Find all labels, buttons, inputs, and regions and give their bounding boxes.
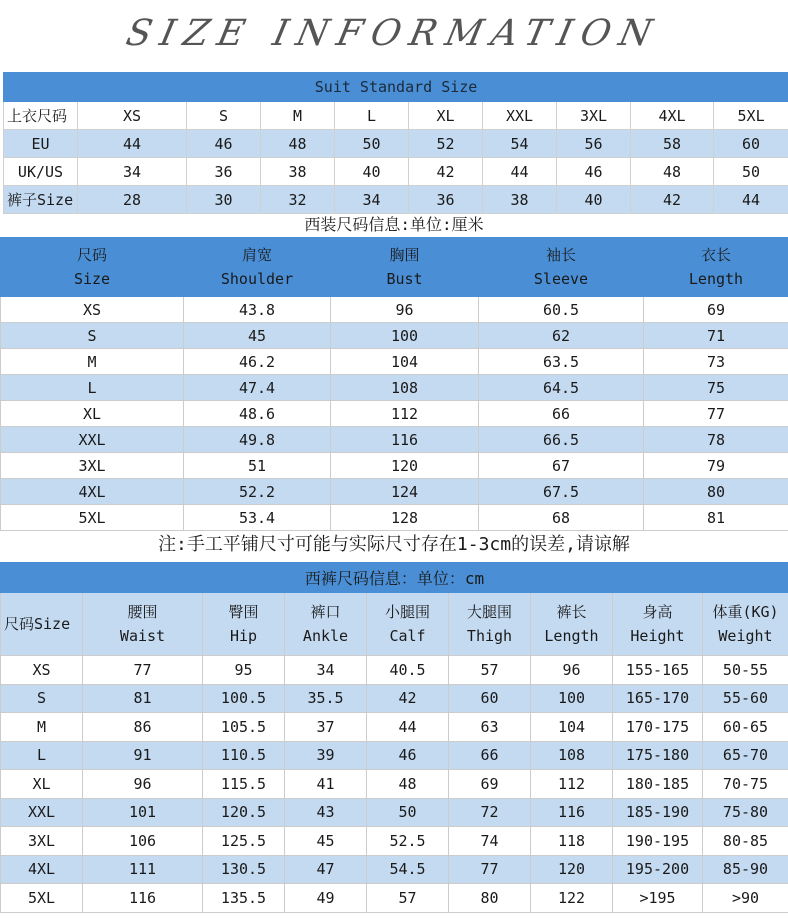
header-cn: 小腿围 [384,603,430,621]
table-cell: 112 [531,770,613,799]
table-cell: 54 [483,130,557,158]
table-cell: 40 [335,158,409,186]
table-cell: 81 [644,505,788,531]
table-cell: 49.8 [184,427,331,453]
table-row [1,798,788,827]
column-header [83,593,203,656]
table-cell: 3XL [1,453,184,479]
table-header-row [1,563,788,593]
column-header [184,238,331,297]
jacket-table-caption: 西装尺码信息:单位:厘米 [304,215,484,234]
table-row [4,130,788,158]
table-cell: 135.5 [203,884,285,913]
column-header [285,593,367,656]
table-cell: 56 [557,130,631,158]
table-cell: 120 [531,855,613,884]
table-cell: 72 [449,798,531,827]
table-row [1,297,788,323]
header-en: Thigh [466,627,513,645]
table-row [1,453,788,479]
table-cell: 30 [187,186,261,214]
header-cn: 衣长 [700,246,731,264]
table-cell: 5XL [1,884,83,913]
table-cell: XL [1,770,83,799]
table-cell: XS [1,656,83,685]
table-cell: XXL [1,798,83,827]
table-cell: 78 [644,427,788,453]
table-cell: 116 [83,884,203,913]
column-header [613,593,703,656]
row-label: UK/US [4,158,78,186]
table-cell: 185-190 [613,798,703,827]
table-cell: 45 [184,323,331,349]
table-row [1,770,788,799]
table-cell: 47 [285,855,367,884]
table-cell: 180-185 [613,770,703,799]
table-cell: 175-180 [613,741,703,770]
table-cell: 79 [644,453,788,479]
table-cell: 4XL [1,479,184,505]
table-cell: 34 [78,158,187,186]
table-row [1,713,788,742]
table-cell: 69 [449,770,531,799]
table-cell: 100.5 [203,684,285,713]
table-cell: 128 [331,505,479,531]
column-header [367,593,449,656]
table-cell: S [1,323,184,349]
header-en: Calf [389,627,426,645]
header-en: Bust [386,270,423,288]
table-cell: 34 [285,656,367,685]
table-cell: M [1,713,83,742]
table-cell: 73 [644,349,788,375]
table-cell: 43.8 [184,297,331,323]
table-cell: 85-90 [703,855,788,884]
column-header [1,238,184,297]
table-cell: 108 [331,375,479,401]
table-cell: 155-165 [613,656,703,685]
table-row [1,855,788,884]
table-cell: 106 [83,827,203,856]
table-row [1,375,788,401]
table-cell: >195 [613,884,703,913]
table-row [1,741,788,770]
table-cell: 80 [644,479,788,505]
table-cell: L [335,102,409,130]
row-label: EU [4,130,78,158]
table-row [1,349,788,375]
table-cell: 46 [187,130,261,158]
table-cell: 91 [83,741,203,770]
table-row [1,427,788,453]
table-cell: 52 [409,130,483,158]
table-cell: 34 [335,186,409,214]
table-cell: 74 [449,827,531,856]
table-cell: 44 [714,186,788,214]
table-row [1,323,788,349]
header-cn: 胸围 [389,246,420,264]
table-cell: 67 [479,453,644,479]
table-cell: XXL [483,102,557,130]
table-cell: S [187,102,261,130]
pants-size-table [0,562,788,913]
table-cell: 44 [483,158,557,186]
table-cell: 48 [367,770,449,799]
column-header [644,238,788,297]
table-cell: 50 [335,130,409,158]
table-cell: 100 [331,323,479,349]
table-cell: 3XL [1,827,83,856]
table-cell: 50 [367,798,449,827]
table-row [1,401,788,427]
table-cell: 3XL [557,102,631,130]
table-cell: 118 [531,827,613,856]
table-cell: 115.5 [203,770,285,799]
pants-table-title: 西裤尺码信息：单位：cm [1,563,788,593]
table-cell: 48.6 [184,401,331,427]
size-header: 尺码Size [1,593,83,656]
suit-table-title: Suit Standard Size [4,73,788,102]
table-cell: 49 [285,884,367,913]
table-cell: 110.5 [203,741,285,770]
table-cell: 101 [83,798,203,827]
table-cell: 52.2 [184,479,331,505]
table-cell: 67.5 [479,479,644,505]
table-cell: 39 [285,741,367,770]
table-cell: XS [78,102,187,130]
table-cell: >90 [703,884,788,913]
table-cell: 195-200 [613,855,703,884]
header-cn: 腰围 [127,603,158,621]
table-cell: 42 [367,684,449,713]
table-cell: 48 [261,130,335,158]
table-cell: S [1,684,83,713]
table-cell: 4XL [1,855,83,884]
table-cell: 111 [83,855,203,884]
table-cell: 64.5 [479,375,644,401]
table-cell: 62 [479,323,644,349]
table-cell: 60 [714,130,788,158]
table-cell: 46.2 [184,349,331,375]
column-header-row [1,593,788,656]
header-cn: 身高 [642,603,673,621]
table-cell: 38 [261,158,335,186]
header-en: Length [688,270,744,288]
table-cell: 66.5 [479,427,644,453]
table-row [1,884,788,913]
row-label: 裤子Size [4,186,78,214]
table-cell: 46 [557,158,631,186]
table-cell: 50 [714,158,788,186]
jacket-size-table [0,237,788,531]
table-cell: 100 [531,684,613,713]
table-cell: 66 [449,741,531,770]
header-en: Sleeve [533,270,589,288]
table-cell: 77 [644,401,788,427]
table-cell: 43 [285,798,367,827]
table-cell: 81 [83,684,203,713]
table-cell: 63 [449,713,531,742]
row-label: 上衣尺码 [4,102,78,130]
column-header [531,593,613,656]
header-cn: 裤口 [310,603,341,621]
table-row [1,505,788,531]
table-cell: L [1,741,83,770]
table-cell: 96 [83,770,203,799]
table-cell: 40.5 [367,656,449,685]
page-title-banner [0,0,788,66]
table-header-row [4,73,788,102]
table-cell: 70-75 [703,770,788,799]
table-cell: 54.5 [367,855,449,884]
table-cell: 41 [285,770,367,799]
table-cell: 35.5 [285,684,367,713]
table-cell: 120 [331,453,479,479]
table-cell: 120.5 [203,798,285,827]
table-cell: 77 [83,656,203,685]
table-cell: 108 [531,741,613,770]
table-cell: XL [1,401,184,427]
table-cell: 69 [644,297,788,323]
header-cn: 裤长 [556,603,587,621]
table-cell: 95 [203,656,285,685]
header-cn: 肩宽 [241,246,272,264]
table-cell: 45 [285,827,367,856]
table-cell: 96 [331,297,479,323]
table-cell: 46 [367,741,449,770]
table-cell: 112 [331,401,479,427]
header-en: Weight [718,627,773,645]
table-cell: 42 [409,158,483,186]
column-header [331,238,479,297]
table-cell: 63.5 [479,349,644,375]
table-cell: 50-55 [703,656,788,685]
table-row [1,684,788,713]
header-en: Height [630,627,685,645]
header-cn: 臀围 [228,603,259,621]
table-cell: 53.4 [184,505,331,531]
header-en: Size [73,270,111,288]
suit-standard-size-table [3,72,788,214]
column-header [203,593,285,656]
table-cell: 80-85 [703,827,788,856]
table-row [1,479,788,505]
page-title: SIZE INFORMATION [123,12,665,54]
table-row [4,158,788,186]
table-cell: 57 [449,656,531,685]
table-cell: 5XL [714,102,788,130]
header-en: Shoulder [220,270,294,288]
table-cell: 116 [331,427,479,453]
table-cell: 75 [644,375,788,401]
table-cell: 58 [631,130,714,158]
table-cell: 32 [261,186,335,214]
header-en: Hip [229,627,258,645]
table-cell: 52.5 [367,827,449,856]
table-cell: 60 [449,684,531,713]
header-en: Length [544,627,599,645]
table-cell: 40 [557,186,631,214]
column-header [703,593,788,656]
table-header-row [1,238,788,297]
table-cell: 48 [631,158,714,186]
table-cell: 5XL [1,505,184,531]
table-cell: 44 [78,130,187,158]
table-row [1,656,788,685]
table-row [1,827,788,856]
table-cell: L [1,375,184,401]
table-cell: 28 [78,186,187,214]
table-cell: 57 [367,884,449,913]
header-cn: 尺码 [76,246,107,264]
header-cn: 体重(KG) [712,603,779,621]
table-cell: 75-80 [703,798,788,827]
table-cell: 44 [367,713,449,742]
table-cell: 96 [531,656,613,685]
table-cell: 125.5 [203,827,285,856]
table-cell: 104 [331,349,479,375]
table-cell: 190-195 [613,827,703,856]
table-cell: 77 [449,855,531,884]
table-cell: 66 [479,401,644,427]
table-cell: 104 [531,713,613,742]
table-cell: XXL [1,427,184,453]
table-cell: 105.5 [203,713,285,742]
table-cell: 124 [331,479,479,505]
table-cell: 47.4 [184,375,331,401]
table-cell: 165-170 [613,684,703,713]
table-cell: 42 [631,186,714,214]
table-cell: 37 [285,713,367,742]
table-cell: 80 [449,884,531,913]
table-cell: 36 [409,186,483,214]
table-cell: 130.5 [203,855,285,884]
table-cell: 116 [531,798,613,827]
table-cell: 86 [83,713,203,742]
header-cn: 大腿围 [466,603,512,621]
table-cell: 71 [644,323,788,349]
table-cell: 170-175 [613,713,703,742]
header-cn: 袖长 [545,246,576,264]
table-cell: 68 [479,505,644,531]
table-cell: 51 [184,453,331,479]
header-en: Ankle [302,627,349,645]
table-cell: 65-70 [703,741,788,770]
table-row [4,186,788,214]
table-cell: 4XL [631,102,714,130]
table-cell: XL [409,102,483,130]
table-row [4,102,788,130]
table-cell: 60.5 [479,297,644,323]
measurement-note: 注:手工平铺尺寸可能与实际尺寸存在1-3cm的误差,请谅解 [158,534,630,555]
table-cell: 60-65 [703,713,788,742]
table-cell: XS [1,297,184,323]
table-cell: 55-60 [703,684,788,713]
table-cell: 36 [187,158,261,186]
column-header [479,238,644,297]
column-header [449,593,531,656]
header-en: Waist [119,627,166,645]
table-cell: M [1,349,184,375]
table-cell: M [261,102,335,130]
table-cell: 38 [483,186,557,214]
table-cell: 122 [531,884,613,913]
